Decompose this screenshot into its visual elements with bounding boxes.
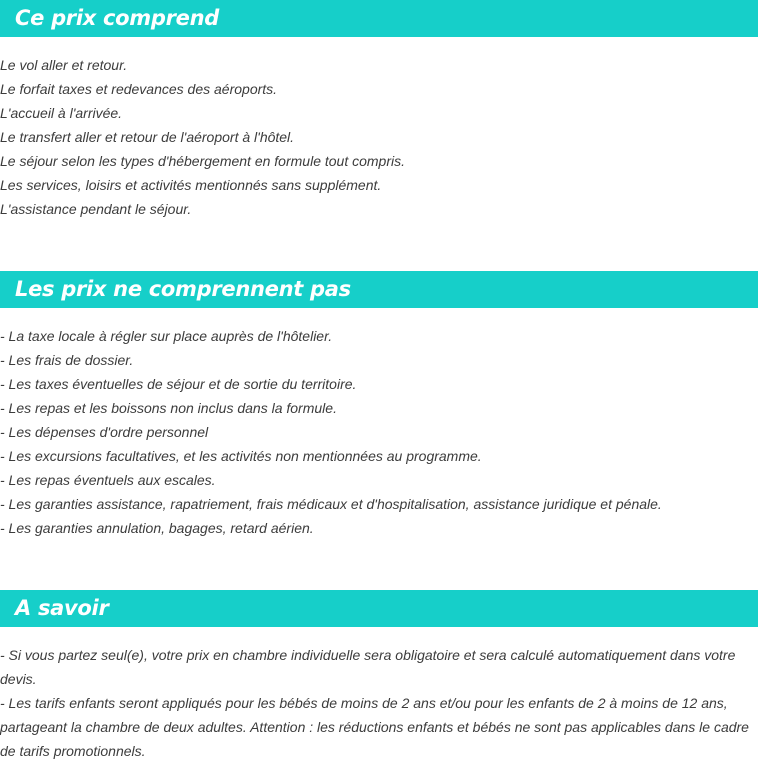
- list-item: - Les garanties assistance, rapatriement, frais médicaux et d'hospitalisation, assistance juridique et pénale.: [0, 496, 662, 512]
- list-item: Le séjour selon les types d'hébergement en formule tout compris.: [0, 153, 406, 169]
- list-item: L'assistance pendant le séjour.: [0, 201, 192, 217]
- info-body: [0, 643, 758, 763]
- list-item: - Les repas et les boissons non inclus dans la formule.: [0, 400, 337, 416]
- list-item: - Les dépenses d'ordre personnel: [0, 424, 209, 440]
- list-item: - La taxe locale à régler sur place auprès de l'hôtelier.: [0, 328, 333, 344]
- list-item: L'accueil à l'arrivée.: [0, 105, 123, 121]
- list-item: - Les repas éventuels aux escales.: [0, 472, 216, 488]
- section-included: [0, 0, 758, 221]
- section-excluded: [0, 271, 758, 540]
- section-header-included: [0, 0, 758, 37]
- included-list: [0, 53, 758, 221]
- section-header-info: [0, 590, 758, 627]
- list-item: Le transfert aller et retour de l'aéroport à l'hôtel.: [0, 129, 295, 145]
- list-item: Les services, loisirs et activités mentionnés sans supplément.: [0, 177, 382, 193]
- list-item: - Les frais de dossier.: [0, 352, 134, 368]
- list-item: Le vol aller et retour.: [0, 57, 128, 73]
- info-paragraph: - Les tarifs enfants seront appliqués pour les bébés de moins de 2 ans et/ou pour les enfants de 2 à moins de 12 ans, partageant la chambre de deux adultes. Attention : les réductions enfants et bébés ne sont pas applicables dans le cadre de tarifs promotionnels.: [0, 695, 749, 759]
- section-title-included: Ce prix comprend: [15, 6, 219, 30]
- section-title-info: A savoir: [15, 596, 109, 620]
- excluded-list: [0, 324, 758, 540]
- list-item: - Les taxes éventuelles de séjour et de sortie du territoire.: [0, 376, 357, 392]
- section-info: [0, 590, 758, 763]
- section-header-excluded: [0, 271, 758, 308]
- section-title-excluded: Les prix ne comprennent pas: [15, 277, 351, 301]
- list-item: - Les garanties annulation, bagages, retard aérien.: [0, 520, 314, 536]
- list-item: Le forfait taxes et redevances des aéroports.: [0, 81, 278, 97]
- list-item: - Les excursions facultatives, et les activités non mentionnées au programme.: [0, 448, 482, 464]
- info-paragraph: - Si vous partez seul(e), votre prix en chambre individuelle sera obligatoire et sera calculé automatiquement dans votre devis.: [0, 647, 736, 687]
